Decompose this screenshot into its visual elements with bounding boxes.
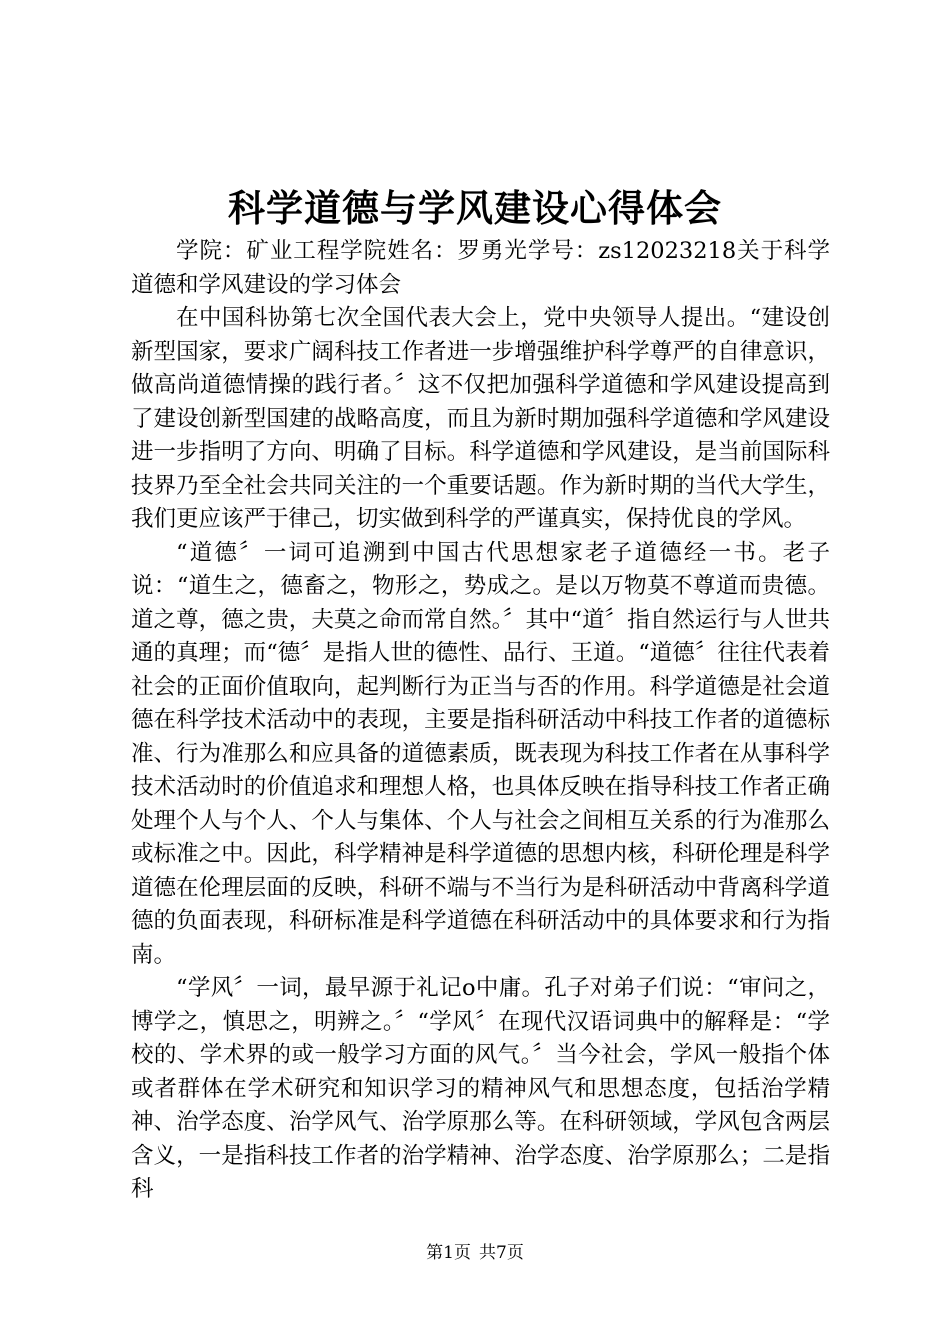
- paragraph-morality: “道德〞一词可追溯到中国古代思想家老子道德经一书。老子说：“道生之，德畜之，物形之，势成之。是以万物莫不尊道而贵德。道之尊，德之贵，夫莫之命而常自然。〞其中“道〞指自然运行与人世共通的真理；而“德〞是指人世的德性、品行、王道。“道德〞往往代表着社会的正面价值取向，起判断行为正当与否的作用。科学道德是社会道德在科学技术活动中的表现，主要是指科研活动中科技工作者的道德标准、行为准那么和应具备的道德素质，既表现为科技工作者在从事科学技术活动时的价值追求和理想人格，也具体反映在指导科技工作者正确处理个人与个人、个人与集体、个人与社会之间相互关系的行为准那么或标准之中。因此，科学精神是科学道德的思想内核，科研伦理是科学道德在伦理层面的反映，科研不端与不当行为是科研活动中背离科学道德的负面表现，科研标准是科学道德在科研活动中的具体要求和行为指南。: [131, 539, 830, 968]
- page-number: 第1页: [426, 1243, 471, 1263]
- document-title: 科学道德与学风建设心得体会: [228, 186, 722, 230]
- page-footer: [0, 1241, 950, 1265]
- page-total: 共7页: [479, 1243, 524, 1263]
- paragraph-author-info: 学院：矿业工程学院姓名：罗勇光学号：zs12023218关于科学道德和学风建设的学习体会: [131, 238, 830, 298]
- paragraph-study-style: “学风〞一词，最早源于礼记ο中庸。孔子对弟子们说：“审问之，博学之，慎思之，明辨之。〞“学风〞在现代汉语词典中的解释是：“学校的、学术界的或一般学习方面的风气。〞当今社会，学风一般指个体或者群体在学术研究和知识学习的精神风气和思想态度，包括治学精神、治学态度、治学风气、治学原那么等。在科研领域，学风包含两层含义，一是指科技工作者的治学精神、治学态度、治学原那么；二是指科: [131, 975, 830, 1202]
- paragraph-intro: 在中国科协第七次全国代表大会上，党中央领导人提出。“建设创新型国家，要求广阔科技工作者进一步增强维护科学尊严的自律意识，做高尚道德情操的践行者。〞这不仅把加强科学道德和学风建设提高到了建设创新型国建的战略高度，而且为新时期加强科学道德和学风建设进一步指明了方向、明确了目标。科学道德和学风建设，是当前国际科技界乃至全社会共同关注的一个重要话题。作为新时期的当代大学生，我们更应该严于律己，切实做到科学的严谨真实，保持优良的学风。: [131, 305, 830, 532]
- document-body: [131, 235, 830, 1207]
